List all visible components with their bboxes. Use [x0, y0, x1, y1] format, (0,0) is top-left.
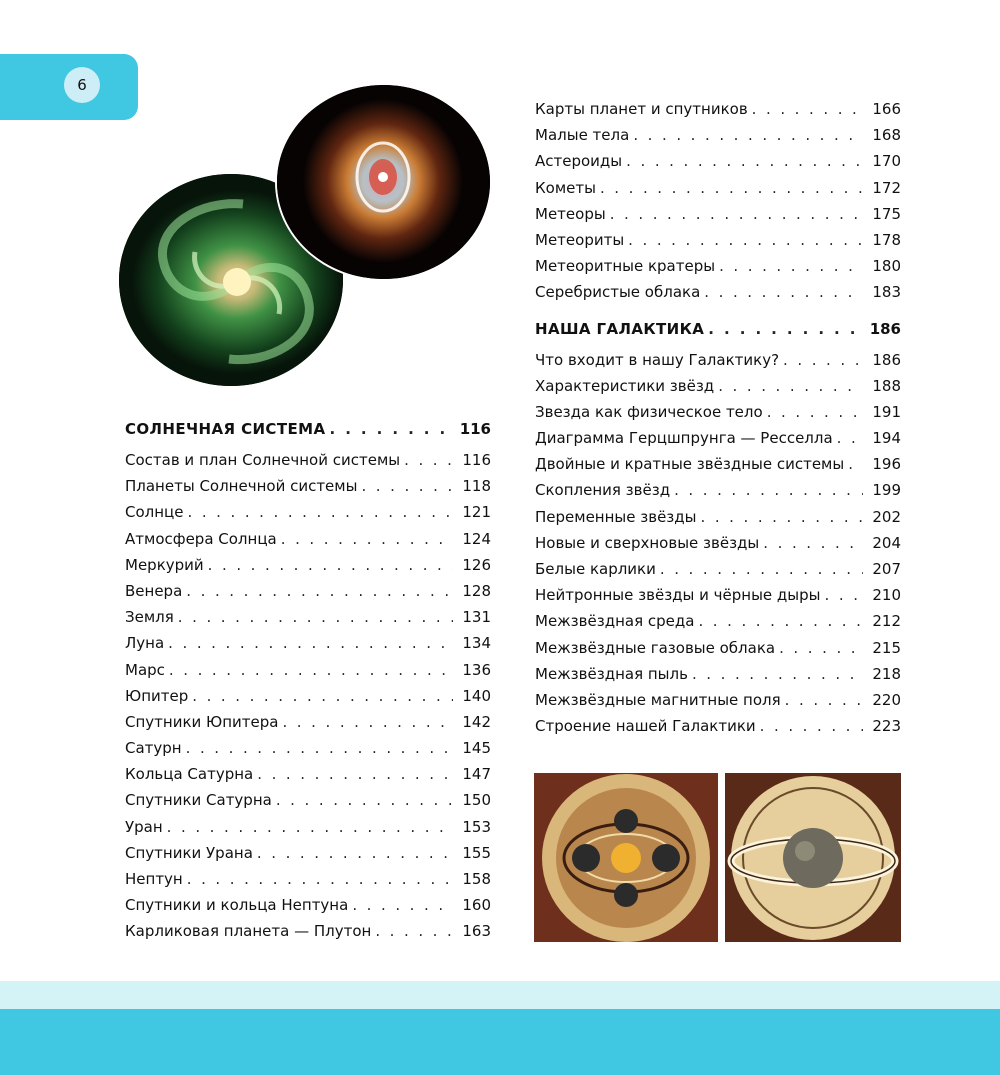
toc-entry [535, 582, 901, 608]
toc-entry [125, 761, 491, 787]
toc-entry-title: Кольца Сатурна [125, 765, 254, 784]
toc-entry-title: Марс [125, 660, 165, 679]
toc-entry-title: Нейтронные звёзды и чёрные дыры [535, 586, 821, 605]
toc-leader-dots [760, 713, 863, 739]
toc-entry-title: Земля [125, 608, 174, 627]
toc-entry-page: 178 [872, 230, 901, 249]
toc-entry-page: 118 [462, 477, 491, 496]
toc-entry-page: 155 [462, 843, 491, 862]
toc-entry [535, 635, 901, 661]
toc-entry-page: 136 [462, 660, 491, 679]
toc-entry [125, 787, 491, 813]
toc-entry-title: Звезда как физическое тело [535, 402, 763, 421]
toc-entry-title: Юпитер [125, 686, 189, 705]
toc-entry-page: 220 [872, 690, 901, 709]
toc-leader-dots [698, 608, 863, 634]
toc-entry-page: 150 [462, 791, 491, 810]
toc-leader-dots [361, 473, 453, 499]
nebula-photo [275, 83, 492, 281]
toc-entry [535, 253, 901, 279]
footer-band-dark [0, 1009, 1000, 1075]
toc-entry [125, 447, 491, 473]
toc-entry-page: 168 [872, 126, 901, 145]
toc-entry-title: Сатурн [125, 739, 182, 758]
toc-entry [125, 552, 491, 578]
toc-entry [125, 866, 491, 892]
toc-entry [535, 399, 901, 425]
toc-entry-page: 186 [869, 319, 901, 338]
toc-leader-dots [404, 447, 453, 473]
toc-entry-title: НАША ГАЛАКТИКА [535, 319, 705, 338]
toc-entry-page: 147 [462, 765, 491, 784]
toc-entry [535, 279, 901, 305]
toc-entry-title: Характеристики звёзд [535, 376, 715, 395]
toc-entry [535, 504, 901, 530]
toc-entry-title: Астероиды [535, 152, 623, 171]
footer-band-light [0, 981, 1000, 1009]
celestial-map-engraving-right [725, 773, 901, 942]
toc-entry-title: СОЛНЕЧНАЯ СИСТЕМА [125, 420, 326, 438]
toc-entry [125, 578, 491, 604]
toc-entry-title: Серебристые облака [535, 283, 701, 302]
toc-entry [125, 630, 491, 656]
toc-entry [535, 477, 901, 503]
toc-entry-page: 160 [462, 896, 491, 915]
toc-entry [125, 473, 491, 499]
toc-entry-title: Кометы [535, 178, 596, 197]
toc-leader-dots [187, 866, 453, 892]
toc-entry [125, 657, 491, 683]
toc-leader-dots [352, 892, 453, 918]
toc-leader-dots [257, 840, 453, 866]
toc-entry-page: 210 [872, 586, 901, 605]
toc-leader-dots [628, 227, 863, 253]
toc-entry-page: 124 [462, 529, 491, 548]
toc-leader-dots [600, 175, 863, 201]
toc-leader-dots [718, 373, 863, 399]
toc-entry-page: 183 [872, 283, 901, 302]
toc-entry [125, 709, 491, 735]
toc-leader-dots [281, 526, 453, 552]
toc-entry-title: Белые карлики [535, 560, 656, 578]
toc-left-column [125, 416, 491, 945]
toc-entry-title: Новые и сверхновые звёзды [535, 533, 760, 552]
toc-leader-dots [767, 399, 863, 425]
toc-entry [535, 556, 901, 582]
toc-entry-page: 170 [872, 152, 901, 171]
toc-leader-dots [752, 96, 863, 122]
toc-leader-dots [763, 530, 863, 556]
toc-leader-dots [167, 814, 453, 840]
toc-entry-title: Карты планет и спутников [535, 100, 748, 118]
toc-entry [125, 499, 491, 525]
toc-leader-dots [837, 425, 863, 451]
toc-leader-dots [692, 661, 863, 687]
toc-section-heading [125, 416, 491, 447]
toc-leader-dots [186, 578, 453, 604]
toc-leader-dots [169, 657, 453, 683]
toc-entry [125, 892, 491, 918]
toc-leader-dots [825, 582, 863, 608]
toc-leader-dots [848, 451, 863, 477]
toc-entry-page: 212 [872, 612, 901, 631]
toc-leader-dots [282, 709, 453, 735]
toc-entry-title: Венера [125, 581, 183, 600]
toc-entry-title: Диаграмма Герцшпрунга — Ресселла [535, 429, 833, 448]
toc-entry-title: Переменные звёзды [535, 507, 697, 526]
toc-entry-title: Метеоры [535, 204, 606, 223]
toc-entry-title: Метеоритные кратеры [535, 257, 716, 276]
toc-leader-dots [719, 253, 863, 279]
toc-entry [125, 604, 491, 630]
toc-entry-page: 202 [872, 507, 901, 526]
toc-leader-dots [329, 416, 453, 442]
toc-leader-dots [276, 787, 453, 813]
toc-entry-page: 116 [459, 420, 491, 438]
toc-entry [535, 96, 901, 122]
toc-entry-page: 199 [872, 481, 901, 500]
toc-entry-page: 166 [872, 100, 901, 118]
toc-entry-title: Межзвёздная пыль [535, 664, 688, 683]
toc-right-column [535, 96, 901, 739]
toc-entry-title: Атмосфера Солнца [125, 529, 277, 548]
toc-leader-dots [674, 477, 863, 503]
toc-entry-page: 191 [872, 402, 901, 421]
toc-entry-page: 175 [872, 204, 901, 223]
toc-entry [535, 687, 901, 713]
toc-entry-page: 207 [872, 560, 901, 578]
toc-entry-title: Малые тела [535, 126, 630, 145]
toc-entry-title: Строение нашей Галактики [535, 717, 756, 736]
toc-entry [125, 735, 491, 761]
toc-entry [535, 175, 901, 201]
toc-entry-title: Метеориты [535, 230, 625, 249]
toc-entry-page: 163 [462, 922, 491, 941]
toc-entry-title: Нептун [125, 870, 183, 888]
toc-entry-page: 145 [462, 739, 491, 758]
toc-entry-page: 142 [462, 712, 491, 731]
toc-entry [125, 526, 491, 552]
toc-entry-page: 116 [462, 451, 491, 469]
toc-entry [535, 661, 901, 687]
toc-leader-dots [192, 683, 453, 709]
toc-entry-page: 172 [872, 178, 901, 197]
toc-entry-title: Двойные и кратные звёздные системы [535, 455, 845, 474]
toc-entry-page: 158 [462, 870, 491, 888]
toc-entry-title: Межзвёздные газовые облака [535, 638, 776, 657]
toc-entry [535, 530, 901, 556]
toc-entry-page: 134 [462, 634, 491, 653]
page-number: 6 [64, 67, 100, 103]
toc-entry [535, 201, 901, 227]
toc-entry-page: 215 [872, 638, 901, 657]
toc-entry-page: 153 [462, 817, 491, 836]
toc-entry-page: 223 [872, 717, 901, 736]
toc-entry-title: Карликовая планета — Плутон [125, 922, 372, 941]
toc-entry-title: Спутники и кольца Нептуна [125, 896, 349, 915]
toc-entry-page: 204 [872, 533, 901, 552]
toc-leader-dots [208, 552, 453, 578]
toc-leader-dots [626, 148, 863, 174]
toc-leader-dots [168, 630, 453, 656]
toc-entry-page: 126 [462, 555, 491, 574]
toc-entry-page: 180 [872, 257, 901, 276]
toc-leader-dots [610, 201, 863, 227]
toc-leader-dots [660, 556, 863, 582]
toc-entry [125, 918, 491, 944]
toc-leader-dots [779, 635, 863, 661]
toc-entry [535, 713, 901, 739]
toc-entry [535, 451, 901, 477]
toc-entry-title: Межзвёздные магнитные поля [535, 690, 781, 709]
toc-entry-title: Состав и план Солнечной системы [125, 451, 401, 469]
toc-leader-dots [633, 122, 863, 148]
celestial-map-engraving-left [534, 773, 718, 942]
toc-leader-dots [187, 499, 453, 525]
toc-leader-dots [701, 504, 864, 530]
toc-entry-title: Спутники Урана [125, 843, 253, 862]
toc-leader-dots [257, 761, 453, 787]
toc-entry-title: Луна [125, 634, 165, 653]
toc-entry-page: 128 [462, 581, 491, 600]
toc-entry-title: Уран [125, 817, 163, 836]
toc-entry [535, 373, 901, 399]
toc-entry [535, 347, 901, 373]
toc-leader-dots [186, 735, 453, 761]
toc-entry-title: Спутники Сатурна [125, 791, 272, 810]
toc-entry-page: 140 [462, 686, 491, 705]
toc-entry-page: 218 [872, 664, 901, 683]
toc-entry [125, 814, 491, 840]
toc-entry-page: 121 [462, 503, 491, 522]
toc-entry-title: Меркурий [125, 555, 204, 574]
toc-leader-dots [178, 604, 453, 630]
toc-entry-title: Межзвёздная среда [535, 612, 695, 631]
toc-entry [535, 227, 901, 253]
toc-entry-title: Скопления звёзд [535, 481, 671, 500]
toc-entry-page: 188 [872, 376, 901, 395]
toc-entry-title: Что входит в нашу Галактику? [535, 350, 780, 369]
toc-entry-page: 131 [462, 608, 491, 627]
toc-entry-page: 194 [872, 429, 901, 448]
toc-leader-dots [785, 687, 863, 713]
toc-entry [125, 840, 491, 866]
toc-section-heading [535, 316, 901, 347]
toc-leader-dots [375, 918, 453, 944]
toc-entry [535, 608, 901, 634]
toc-entry [535, 122, 901, 148]
toc-leader-dots [783, 347, 863, 373]
toc-entry-title: Солнце [125, 503, 184, 522]
toc-entry [535, 148, 901, 174]
toc-leader-dots [708, 316, 863, 342]
toc-entry-title: Спутники Юпитера [125, 712, 279, 731]
toc-entry [535, 425, 901, 451]
toc-entry-title: Планеты Солнечной системы [125, 477, 358, 496]
toc-entry-page: 186 [872, 350, 901, 369]
toc-entry [125, 683, 491, 709]
toc-leader-dots [704, 279, 863, 305]
toc-entry-page: 196 [872, 455, 901, 474]
